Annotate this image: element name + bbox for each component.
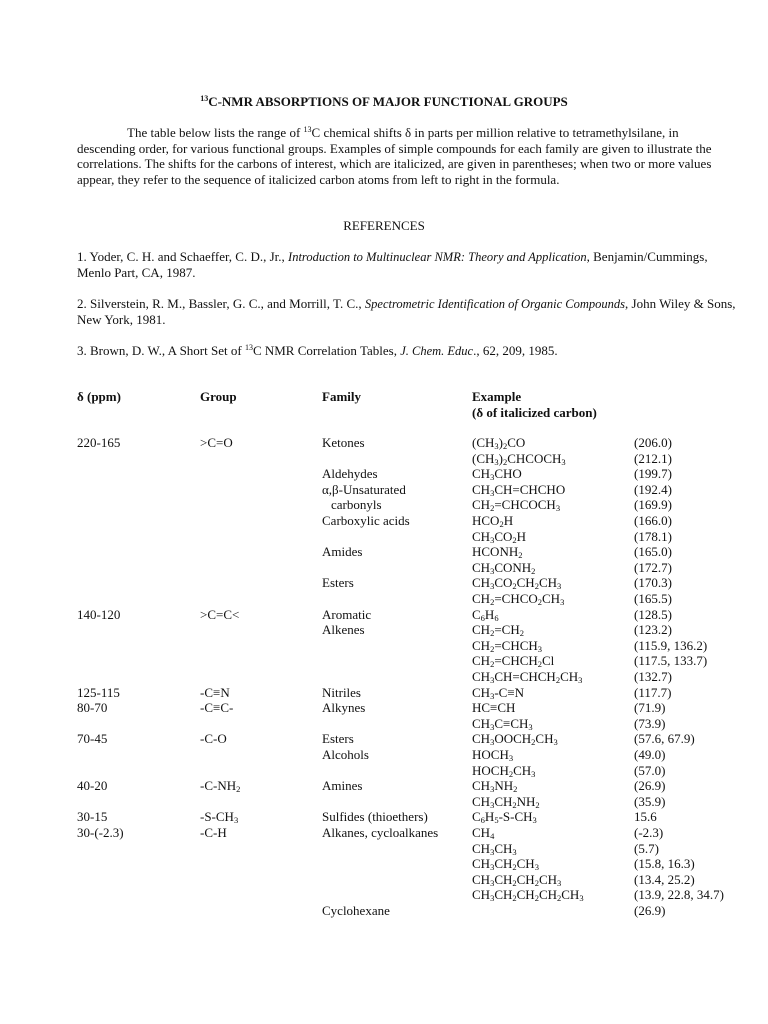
ref1-publisher: , Benjamin/Cummings, Menlo Part, CA, 1987. bbox=[77, 249, 708, 280]
cell-example: $CH_3CHO$ bbox=[472, 466, 522, 483]
cell-example: $(CH_3)_2CHCOCH_3$ bbox=[472, 450, 566, 467]
cell-family: α,β-Unsaturated bbox=[322, 481, 406, 497]
cell-example: $CH_3CH_2CH_3$ bbox=[472, 856, 539, 873]
cell-ppm: 30-15 bbox=[77, 809, 108, 825]
cell-shift: (212.1) bbox=[634, 450, 672, 466]
cell-example: $C_6H_5-S-CH_3$ bbox=[472, 809, 537, 826]
reference-1 bbox=[77, 249, 737, 281]
cell-shift: (199.7) bbox=[634, 466, 672, 482]
cell-shift: (35.9) bbox=[634, 793, 666, 809]
cell-shift: (165.0) bbox=[634, 544, 672, 560]
cell-shift: (123.2) bbox=[634, 622, 672, 638]
page-title bbox=[0, 94, 768, 110]
cell-shift: (128.5) bbox=[634, 606, 672, 622]
cell-group: $-C-NH_2$ bbox=[200, 778, 241, 795]
cell-ppm: 80-70 bbox=[77, 700, 108, 716]
cell-family: Aromatic bbox=[322, 606, 372, 622]
title-text: C-NMR ABSORPTIONS OF MAJOR FUNCTIONAL GROUPS bbox=[208, 94, 568, 109]
cell-example: $CH_3CH_2CH_2CH_2CH_3$ bbox=[472, 887, 584, 904]
ref3-citation: ., 62, 209, 1985. bbox=[473, 343, 558, 358]
ref1-title: Introduction to Multinuclear NMR: Theory and Application bbox=[288, 250, 587, 264]
cell-shift: (57.6, 67.9) bbox=[634, 731, 695, 747]
header-family: Family bbox=[322, 389, 361, 404]
cell-shift: (117.7) bbox=[634, 684, 672, 700]
cell-example: $CH_2=CHCH_3$ bbox=[472, 637, 543, 654]
cell-family: Alcohols bbox=[322, 747, 369, 762]
cell-ppm: 40-20 bbox=[77, 778, 108, 794]
ref3-title: C NMR Correlation Tables, bbox=[252, 343, 401, 358]
cell-example: $CH_2=CHCH_2Cl$ bbox=[472, 653, 555, 670]
intro-text-1: The table below lists the range of bbox=[127, 125, 304, 140]
ref2-publisher: , John Wiley & Sons, New York, 1981. bbox=[77, 296, 736, 327]
cell-ppm: 140-120 bbox=[77, 606, 121, 622]
cell-shift: (172.7) bbox=[634, 559, 672, 575]
cell-example: HC≡CH bbox=[472, 700, 516, 716]
intro-paragraph bbox=[77, 125, 717, 187]
ref3-journal: J. Chem. Educ bbox=[400, 344, 474, 358]
cell-family: Aldehydes bbox=[322, 466, 378, 482]
cell-example: $CH_3CO_2CH_2CH_3$ bbox=[472, 575, 562, 592]
cell-shift: (165.5) bbox=[634, 591, 672, 606]
cell-shift: (49.0) bbox=[634, 747, 666, 762]
cell-shift: (170.3) bbox=[634, 575, 672, 591]
cell-ppm: 70-45 bbox=[77, 731, 108, 747]
intro-superscript: 13 bbox=[303, 125, 312, 134]
cell-shift: (117.5, 133.7) bbox=[634, 653, 708, 669]
cell-shift: (15.8, 16.3) bbox=[634, 856, 695, 872]
cell-example: $C_6H_6$ bbox=[472, 606, 499, 623]
cell-ppm: 30-(-2.3) bbox=[77, 825, 124, 840]
cell-example: $CH_3C\equiv CH_3$ bbox=[472, 715, 533, 732]
cell-shift: (166.0) bbox=[634, 513, 672, 528]
cell-shift: (169.9) bbox=[634, 497, 672, 513]
cell-family: Ketones bbox=[322, 435, 365, 450]
cell-shift: (206.0) bbox=[634, 435, 672, 450]
cell-ppm: 220-165 bbox=[77, 435, 121, 450]
header-example: Example bbox=[472, 389, 522, 404]
cell-family: Amines bbox=[322, 778, 363, 794]
cell-example: $CH_2=CHCOCH_3$ bbox=[472, 497, 561, 514]
cell-family: Carboxylic acids bbox=[322, 513, 410, 528]
cell-shift: (-2.3) bbox=[634, 825, 664, 840]
ref3-authors: 3. Brown, D. W., A Short Set of bbox=[77, 343, 245, 358]
cell-shift: (132.7) bbox=[634, 669, 672, 684]
cell-example: $CH_2=CHCO_2CH_3$ bbox=[472, 591, 565, 607]
cell-ppm: 125-115 bbox=[77, 684, 120, 700]
intro-text-2: C chemical shifts δ in parts per million relative to tetramethylsilane, in descending order, for various functional groups. Examples of simple compounds for each family are given to illustrate the correlations. The shifts for the carbons of interest, which are italicized, are given in parentheses; when two or more values appear, they refer to the sequence of italicized carbon atoms from left to right in the formula. bbox=[77, 125, 712, 187]
cell-example: $HCONH_2$ bbox=[472, 544, 523, 561]
cell-family: Cyclohexane bbox=[322, 903, 390, 918]
cell-group: >C=O bbox=[200, 435, 233, 450]
cell-example: $CH_3CO_2H$ bbox=[472, 528, 527, 545]
ref1-authors: 1. Yoder, C. H. and Schaeffer, C. D., Jr., bbox=[77, 249, 289, 264]
cell-family: Amides bbox=[322, 544, 363, 560]
cell-family: Esters bbox=[322, 731, 354, 747]
cell-family: Esters bbox=[322, 575, 354, 591]
cell-family: Alkanes, cycloalkanes bbox=[322, 825, 439, 840]
header-example-subtitle: (δ of italicized carbon) bbox=[472, 405, 597, 420]
cell-example: $CH_3CH_2CH_2CH_3$ bbox=[472, 871, 562, 888]
cell-example: $CH_3-C\equiv N$ bbox=[472, 684, 525, 701]
cell-example: $HOCH_2CH_3$ bbox=[472, 762, 536, 779]
title-superscript: 13 bbox=[200, 94, 209, 103]
cell-example: $CH_3OOCH_2CH_3$ bbox=[472, 731, 558, 748]
ref2-title: Spectrometric Identification of Organic Compounds bbox=[364, 297, 626, 311]
cell-example: $CH_3CH=CHCHO$ bbox=[472, 481, 566, 498]
cell-family: Sulfides (thioethers) bbox=[322, 809, 428, 825]
reference-2 bbox=[77, 296, 737, 328]
cell-shift: 15.6 bbox=[634, 809, 657, 825]
cell-shift: (13.9, 22.8, 34.7) bbox=[634, 887, 724, 903]
cell-shift: (26.9) bbox=[634, 778, 666, 794]
cell-family: Alkenes bbox=[322, 622, 365, 638]
header-ppm: δ (ppm) bbox=[77, 389, 121, 404]
cell-example: $CH_4$ bbox=[472, 825, 495, 841]
cell-group: -C≡C- bbox=[200, 700, 234, 716]
cell-group: -C-O bbox=[200, 731, 227, 747]
cell-shift: (115.9, 136.2) bbox=[634, 637, 708, 653]
cell-example: $CH_3CONH_2$ bbox=[472, 559, 536, 576]
header-group: Group bbox=[200, 389, 237, 404]
cell-family: Alkynes bbox=[322, 700, 366, 716]
cell-shift: (57.0) bbox=[634, 762, 666, 778]
cell-shift: (5.7) bbox=[634, 840, 659, 856]
ref3-superscript: 13 bbox=[244, 343, 253, 352]
cell-example: $CH_3CH=CHCH_2CH_3$ bbox=[472, 669, 583, 685]
cell-example: $HCO_2H$ bbox=[472, 513, 514, 529]
cell-example: $CH_3CH_3$ bbox=[472, 840, 517, 857]
cell-group: -C-H bbox=[200, 825, 227, 840]
cell-group: $-S-CH_3$ bbox=[200, 809, 239, 826]
cell-shift: (192.4) bbox=[634, 481, 672, 497]
references-heading: REFERENCES bbox=[343, 218, 425, 233]
cell-shift: (73.9) bbox=[634, 715, 666, 731]
ref2-authors: 2. Silverstein, R. M., Bassler, G. C., and Morrill, T. C., bbox=[77, 296, 365, 311]
cell-example: $HOCH_3$ bbox=[472, 747, 514, 763]
cell-shift: (178.1) bbox=[634, 528, 672, 544]
cell-shift: (26.9) bbox=[634, 903, 666, 918]
cell-shift: (71.9) bbox=[634, 700, 666, 716]
cell-example: $CH_2=CH_2$ bbox=[472, 622, 524, 639]
reference-3 bbox=[77, 343, 737, 359]
cell-example: $CH_3CH_2NH_2$ bbox=[472, 793, 540, 810]
cell-example: $CH_3NH_2$ bbox=[472, 778, 518, 795]
cell-family: carbonyls bbox=[331, 497, 382, 513]
cell-group: -C≡N bbox=[200, 684, 230, 700]
cell-family: Nitriles bbox=[322, 684, 361, 700]
cell-example: $(CH_3)_2CO$ bbox=[472, 435, 526, 451]
cell-group: >C=C< bbox=[200, 606, 240, 622]
cell-shift: (13.4, 25.2) bbox=[634, 871, 695, 887]
